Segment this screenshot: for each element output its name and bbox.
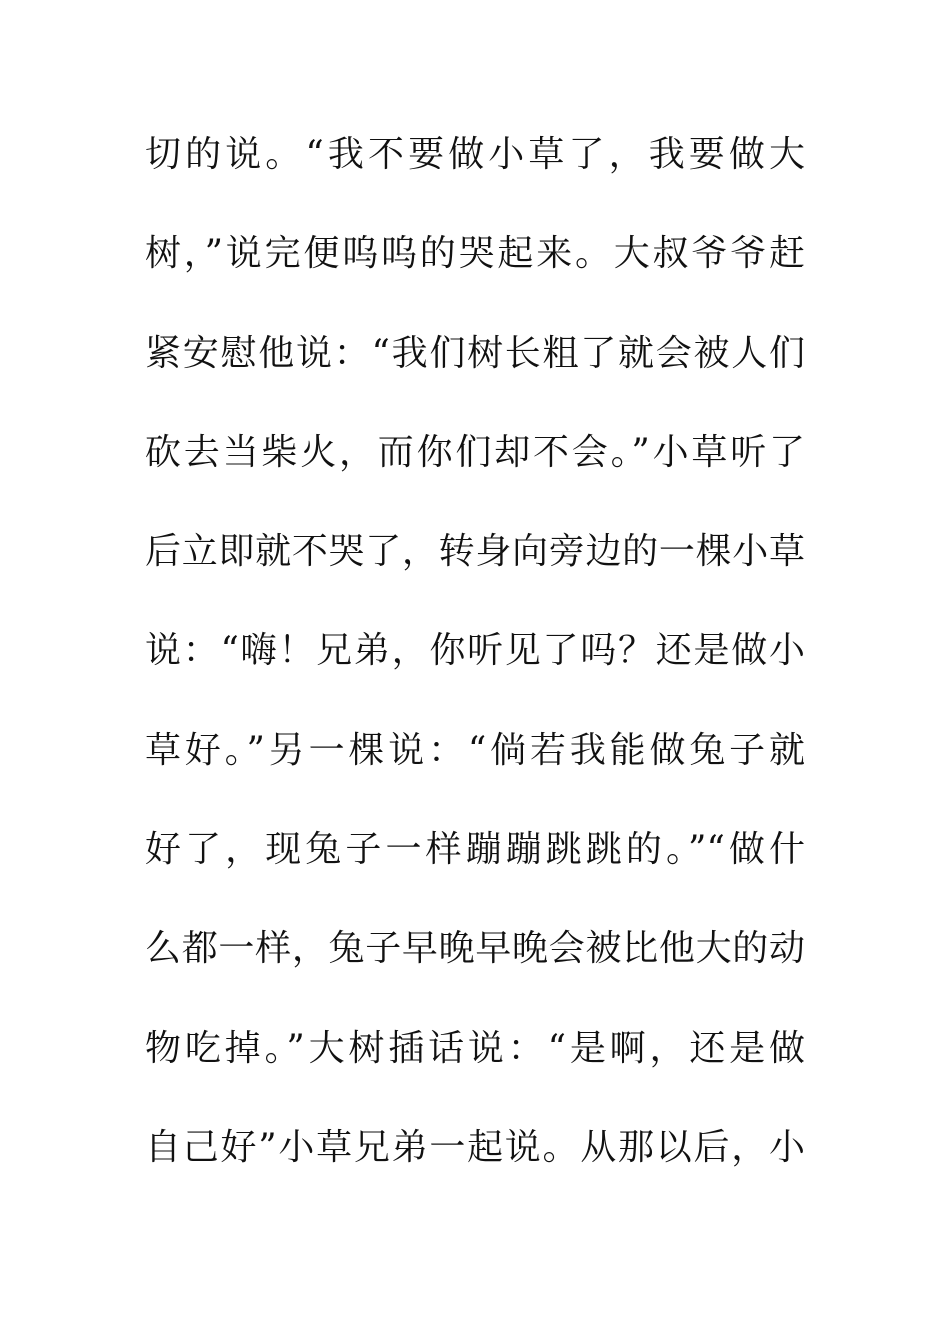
text-line-4: 砍去当柴火，而你们却不会。”小草听了 bbox=[145, 431, 805, 473]
text-line-1: 切的说。“我不要做小草了，我要做大 bbox=[145, 134, 805, 175]
text-line-5: 后立即就不哭了，转身向旁边的一棵小草 bbox=[145, 531, 805, 573]
body-text bbox=[145, 125, 805, 1217]
text-line-6: 说：“嗨！兄弟，你听见了吗？还是做小 bbox=[145, 630, 805, 672]
text-line-9: 么都一样，兔子早晚早晚会被比他大的动 bbox=[145, 928, 805, 970]
text-line-11: 自己好”小草兄弟一起说。从那以后，小 bbox=[145, 1126, 805, 1168]
text-line-8: 好了，现兔子一样蹦蹦跳跳的。”“做什 bbox=[145, 829, 805, 871]
text-line-7: 草好。”另一棵说：“倘若我能做兔子就 bbox=[145, 729, 805, 771]
text-line-10: 物吃掉。”大树插话说：“是啊，还是做 bbox=[145, 1027, 805, 1069]
text-line-2: 树，”说完便呜呜的哭起来。大叔爷爷赶 bbox=[145, 233, 805, 275]
text-line-3: 紧安慰他说：“我们树长粗了就会被人们 bbox=[145, 332, 805, 374]
